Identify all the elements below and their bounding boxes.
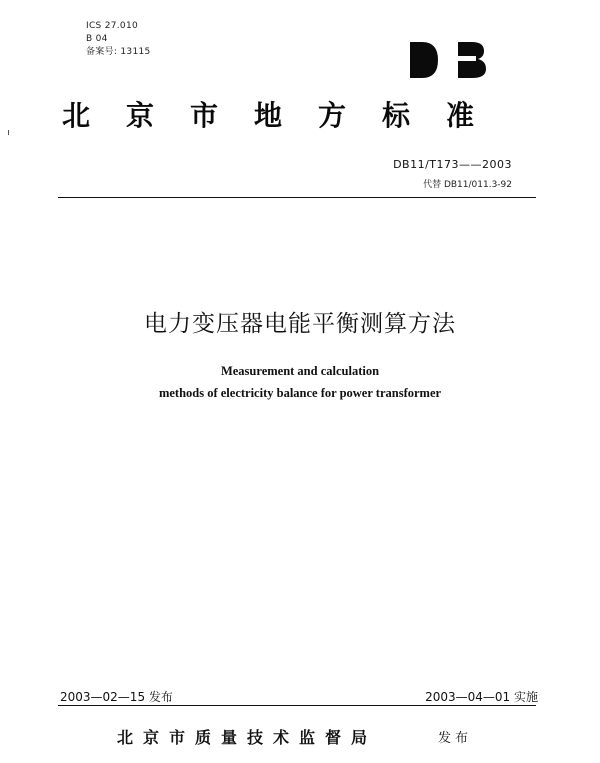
- issue-date: 2003—02—15 发布: [60, 690, 173, 704]
- ics-code: ICS 27.010: [86, 21, 139, 31]
- bottom-divider: [58, 705, 536, 706]
- classification-code: B 04: [86, 34, 108, 44]
- implementation-date: 2003—04—01 实施: [425, 690, 538, 704]
- standard-number: DB11/T173——2003: [393, 158, 512, 171]
- top-divider: [58, 197, 536, 198]
- db-logo: [408, 40, 488, 80]
- title-english-line2: methods of electricity balance for power transformer: [158, 386, 442, 400]
- record-number: 备案号: 13115: [86, 47, 151, 57]
- db-logo-d: [410, 42, 438, 78]
- scan-artifact: [8, 130, 9, 135]
- title-english-line1: Measurement and calculation: [220, 364, 380, 378]
- title-chinese: 电力变压器电能平衡测算方法: [144, 311, 456, 337]
- issuing-authority: 北京市质量技术监督局: [117, 728, 378, 747]
- standard-type-heading: 北京市地方标准: [62, 99, 511, 132]
- issuing-verb: 发布: [438, 731, 473, 746]
- replaces-standard: 代替 DB11/011.3-92: [423, 180, 512, 190]
